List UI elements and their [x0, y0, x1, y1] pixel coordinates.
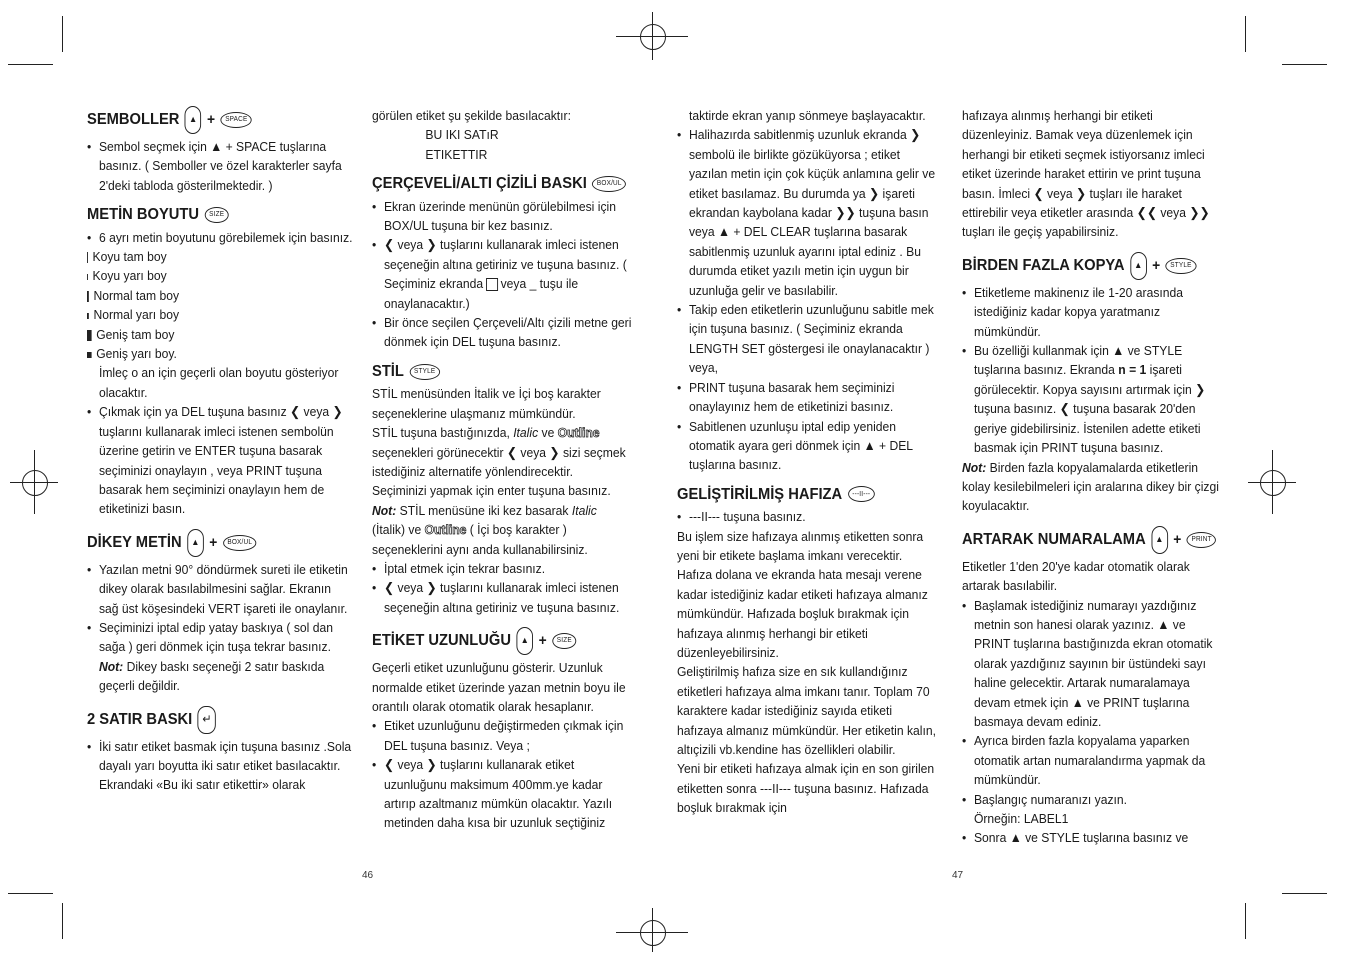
- paragraph: görülen etiket şu şekilde basılacaktır:: [372, 108, 571, 123]
- section-iki-satir: [87, 706, 354, 734]
- heading-iki-satir: 2 SATIR BASKI: [87, 710, 193, 728]
- section-semboller: [87, 106, 354, 134]
- list-item: • Ekran üzerinde menünün görülebilmesi için BOX/UL tuşuna bir kez basınız.: [372, 197, 631, 236]
- crop-mark: [62, 16, 63, 52]
- list-item: • Bu özelliği kullanmak için ▲ ve STYLE tuşlarına basınız. Ekranda n = 1 işareti görülecektir. Kopya sayısını artırmak için ❯ tuşuna basınız. ❮ tuşuna basarak 20'den geriye gidebilirsiniz. İstenilen adette etiketi basmak için PRINT tuşuna basınız.: [962, 341, 1220, 457]
- list-item: • İptal etmek için tekrar basınız.: [372, 559, 631, 578]
- heading-cerceve: ÇERÇEVELİ/ALTI ÇİZİLİ BASKI: [372, 175, 587, 193]
- registration-mark: [640, 24, 666, 50]
- registration-line: [652, 908, 653, 952]
- section-etiket-uzunlugu: [372, 627, 631, 655]
- column-3: [677, 106, 936, 818]
- style-key-icon: STYLE: [409, 364, 440, 380]
- registration-line: [616, 932, 688, 933]
- paragraph: Seçiminizi yapmak için enter tuşuna basınız.: [372, 483, 611, 499]
- paragraph: Ekrandaki «Bu iki satır etikettir» olarak: [98, 777, 306, 793]
- crop-mark: [1245, 16, 1246, 52]
- list-item: • PRINT tuşuna basarak hem seçiminizi onaylayınız hem de etiketinizi basınız.: [677, 378, 936, 417]
- list-item: • Etiketleme makinenız ile 1-20 arasında istediğiniz kadar kopya yaratmanız mümkündür.: [962, 283, 1220, 341]
- sample-label-line: ETIKETTIR: [425, 146, 488, 162]
- crop-mark: [1282, 893, 1327, 894]
- paragraph: Geliştirilmiş hafıza size en sık kullandığınız etiketleri hafızaya alma imkanı tanır. Toplam 70 karaktere kadar istediğiniz sayıda etiketi hafızaya almanız mümkündür. Her etiketin kalın, altıçizili vb.kendine has özellikleri olabilir.: [677, 664, 936, 757]
- space-key-icon: SPACE: [221, 112, 252, 128]
- list-item: • Sonra ▲ ve STYLE tuşlarına basınız ve: [962, 828, 1220, 847]
- heading-metin-boyutu: METİN BOYUTU: [87, 206, 200, 224]
- plus-sign: +: [207, 111, 216, 129]
- size-bar-icon: [87, 352, 92, 358]
- section-kopya: [962, 252, 1220, 280]
- list-item: • Çıkmak için ya DEL tuşuna basınız ❮ veya ❯ tuşlarını kullanarak imleci istenen sembolün üzerine getirin ve ENTER tuşuna basarak seçiminizi onaylayın , veya PRINT tuşuna basarak hem seçiminizi onaylayın hem de etiketinizi basın.: [87, 402, 354, 518]
- plus-sign: +: [538, 632, 547, 650]
- list-item: • Seçiminizi iptal edip yatay baskıya ( sol dan sağa ) geri dönmek için tuşa tekrar basınız.: [87, 618, 354, 657]
- paragraph: Etiketler 1'den 20'ye kadar otomatik olarak artarak basılabilir.: [962, 558, 1190, 594]
- page-number-left: 46: [362, 870, 374, 881]
- up-key-icon: ▲: [185, 106, 202, 134]
- list-item: • Yazılan metni 90° döndürmek sureti ile etiketin dikey olarak basılabilmesini sağlar. Ekranın sağ üst köşesindeki VERT işareti ile onaylanır.: [87, 560, 354, 618]
- up-key-icon: ▲: [1130, 252, 1147, 280]
- section-hafiza: [677, 485, 936, 504]
- list-item: • ---II--- tuşuna basınız.: [677, 507, 936, 526]
- column-1: [87, 106, 354, 795]
- section-stil: [372, 362, 631, 381]
- heading-numaralama: ARTARAK NUMARALAMA: [962, 531, 1146, 549]
- plus-sign: +: [1152, 257, 1161, 275]
- registration-mark: [1260, 470, 1286, 496]
- size-bar-icon: [87, 291, 89, 302]
- size-option-row: Koyu yarı boy: [92, 268, 167, 284]
- paragraph: STİL tuşuna bastığınızda, Italic ve Outline seçenekleri görünecektir ❮ veya ❯ sizi seçmek istediğiniz alternatife yönlendirecektir.: [372, 425, 626, 479]
- note: Not: Dikey baskı seçeneği 2 satır baskıda geçerli değildir.: [98, 658, 325, 694]
- note: Not: Birden fazla kopyalamalarda etiketlerin kolay kesilebilmeleri için aralarına dikey bir çizgi koyulacaktır.: [962, 459, 1219, 514]
- list-item: • Bir önce seçilen Çerçeveli/Altı çizili metne geri dönmek için DEL tuşuna basınız.: [372, 313, 631, 352]
- crop-mark: [1245, 903, 1246, 939]
- size-key-icon: SIZE: [205, 207, 229, 223]
- paragraph: Geçerli etiket uzunluğunu gösterir. Uzunluk normalde etiket üzerinde yazan metnin boyu ile orantılı olarak otomatik olarak hesaplanır.: [372, 660, 626, 714]
- size-option-row: Geniş yarı boy.: [87, 344, 354, 363]
- heading-hafiza: GELİŞTİRİLMİŞ HAFIZA: [677, 485, 843, 503]
- list-item: • Etiket uzunluğunu değiştirmeden çıkmak için DEL tuşuna basınız. Veya ;: [372, 716, 631, 755]
- plus-sign: +: [1173, 531, 1182, 549]
- up-key-icon: ▲: [187, 529, 204, 557]
- list-item: • Halihazırda sabitlenmiş uzunluk ekranda ❯ sembolü ile birlikte gözüküyorsa ; etiket yazılan metin için çok küçük anlamına gelir ve etiket basılamaz. Bu durumda ya ❯ işareti ekrandan kaybolana kadar ❯❯ tuşuna basın veya ▲ + DEL CLEAR tuşlarına basarak sabitlenmiş uzunluk ayarını iptal ediniz . Bu durumda etiket yazılı metin için uygun bir uzunluğa gelir ve basılabilir.: [677, 125, 936, 300]
- sample-label-line: BU IKI SATıR: [425, 127, 499, 143]
- size-bar-icon: [87, 330, 92, 341]
- heading-stil: STİL: [372, 362, 404, 380]
- list-item: • Takip eden etiketlerin uzunluğunu sabitle mek için tuşuna basınız. ( Seçiminiz ekranda LENGTH SET göstergesi ile onaylanacaktır ) veya,: [677, 300, 936, 378]
- plus-sign: +: [209, 534, 218, 552]
- page-number-right: 47: [952, 870, 964, 881]
- size-bar-icon: [87, 252, 88, 263]
- crop-mark: [1282, 64, 1327, 65]
- up-key-icon: ▲: [1151, 526, 1168, 554]
- size-option-row: Normal tam boy: [87, 286, 354, 305]
- heading-etiket-uzunlugu: ETİKET UZUNLUĞU: [372, 632, 512, 650]
- list-item: • ❮ veya ❯ tuşlarını kullanarak etiket uzunluğunu maksimum 400mm.ye kadar artırıp azaltmanız mümkün olacaktır. Yazılı metinden daha kısa bir uzunluk seçtiğiniz: [372, 755, 631, 833]
- heading-kopya: BİRDEN FAZLA KOPYA: [962, 257, 1125, 275]
- paragraph: Bu işlem size hafızaya alınmış etiketten sonra yeni bir etikete başlama imkanı verecektir. Hafıza dolana ve ekranda hata mesajı verene kadar istediğiniz kadar etiketi hafızaya almanız mümkündür. Hafızada boşluk bırakmak için hafızaya alınmış herhangi bir etiketi düzenleyebilirsiniz.: [677, 528, 928, 660]
- list-item: • Sabitlenen uzunluşu iptal edip yeniden otomatik ayara geri dönmek için ▲ + DEL tuşlarına basınız.: [677, 417, 936, 475]
- section-dikey-metin: [87, 529, 354, 557]
- list-item: • İki satır etiket basmak için tuşuna basınız .Sola dayalı yarı boyutta iki satır etiket basılacaktır.: [87, 737, 354, 776]
- paragraph: taktirde ekran yanıp sönmeye başlayacaktır.: [688, 108, 926, 123]
- size-option-row: Koyu tam boy: [92, 249, 167, 265]
- print-key-icon: PRINT: [1187, 532, 1216, 548]
- size-option-row: Normal yarı boy: [87, 305, 354, 324]
- registration-mark: [22, 470, 48, 496]
- paragraph: hafızaya alınmış herhangi bir etiketi düzenleyiniz. Bamak veya düzenlemek için herhangi bir etiketi seçmek istiyorsanız imleci etiket üzerinde haraket ettirin ve print tuşuna basın. İmleci ❮ veya ❯ tuşları ile haraket ettirebilir veya etiketler arasında ❮❮ veya ❯❯ tuşları ile geçiş yapabilirsiniz.: [962, 108, 1210, 240]
- registration-mark: [640, 920, 666, 946]
- section-metin-boyutu: [87, 205, 354, 224]
- list-item: • Başlamak istediğiniz numarayı yazdığınız metnin son hanesi olarak yazınız. ▲ ve PRINT tuşlarına bastığınızda ekran otomatik olarak yazdığınız sayının bir üstündeki sayı haline gelecektir. Artarak numaralamaya devam etmek için ▲ ve PRINT tuşlarına basmaya devam ediniz.: [962, 596, 1220, 732]
- registration-line: [10, 482, 58, 483]
- section-numaralama: [962, 526, 1220, 554]
- size-bar-icon: [87, 313, 89, 319]
- column-4: [962, 106, 1220, 848]
- heading-dikey-metin: DİKEY METİN: [87, 534, 182, 552]
- registration-line: [1248, 482, 1296, 483]
- column-2: [372, 106, 631, 833]
- section-cerceve: [372, 174, 631, 193]
- list-item: • ❮ veya ❯ tuşlarını kullanarak imleci istenen seçeneğin altına getiriniz ve tuşuna basınız.: [372, 578, 631, 617]
- list-item: • ❮ veya ❯ tuşlarını kullanarak imleci istenen seçeneğin altına getiriniz ve tuşuna basınız. ( Seçiminiz ekranda veya _ tuşu ile onaylanacaktır.): [372, 235, 631, 313]
- memory-key-icon: ---II---: [848, 486, 875, 502]
- size-key-icon: SIZE: [552, 633, 576, 649]
- paragraph: Yeni bir etiketi hafızaya almak için en son girilen etiketten sonra ---II--- tuşuna basınız. Hafızada boşluk bırakmak için: [677, 761, 935, 816]
- size-bar-icon: [87, 274, 88, 280]
- box-ul-key-icon: BOX/UL: [592, 176, 626, 192]
- crop-mark: [62, 903, 63, 939]
- style-key-icon: STYLE: [1166, 258, 1197, 274]
- paragraph: İmleç o an için geçerli olan boyutu gösteriyor olacaktır.: [98, 365, 339, 400]
- list-item: • 6 ayrı metin boyutunu görebilemek için basınız.: [87, 228, 354, 247]
- box-ul-key-icon: BOX/UL: [223, 535, 257, 551]
- list-item: • Ayrıca birden fazla kopyalama yaparken otomatik artan numaralandırma yapmak da mümkündür.: [962, 731, 1220, 789]
- list-item: • Başlangıç numaranızı yazın. Örneğin: LABEL1: [962, 790, 1220, 829]
- note: Not: STİL menüsüne iki kez basarak Italic (İtalik) ve Outline ( İçi boş karakter ) seçeneklerini aynı anda kullanabilirsiniz.: [372, 502, 597, 557]
- box-icon: [486, 278, 498, 291]
- up-key-icon: ▲: [517, 627, 534, 655]
- heading-semboller: SEMBOLLER: [87, 111, 180, 129]
- crop-mark: [8, 893, 53, 894]
- registration-line: [616, 36, 688, 37]
- paragraph: STİL menüsünden İtalik ve İçi boş karakter seçeneklerine ulaşmanız mümkündür.: [372, 386, 601, 421]
- crop-mark: [8, 64, 53, 65]
- enter-key-icon: ↵: [198, 706, 216, 734]
- list-item: • Sembol seçmek için ▲ + SPACE tuşlarına basınız. ( Semboller ve özel karakterler sayfa 2'deki tabloda gösterilmektedir. ): [87, 137, 354, 195]
- size-option-row: Geniş tam boy: [87, 325, 354, 344]
